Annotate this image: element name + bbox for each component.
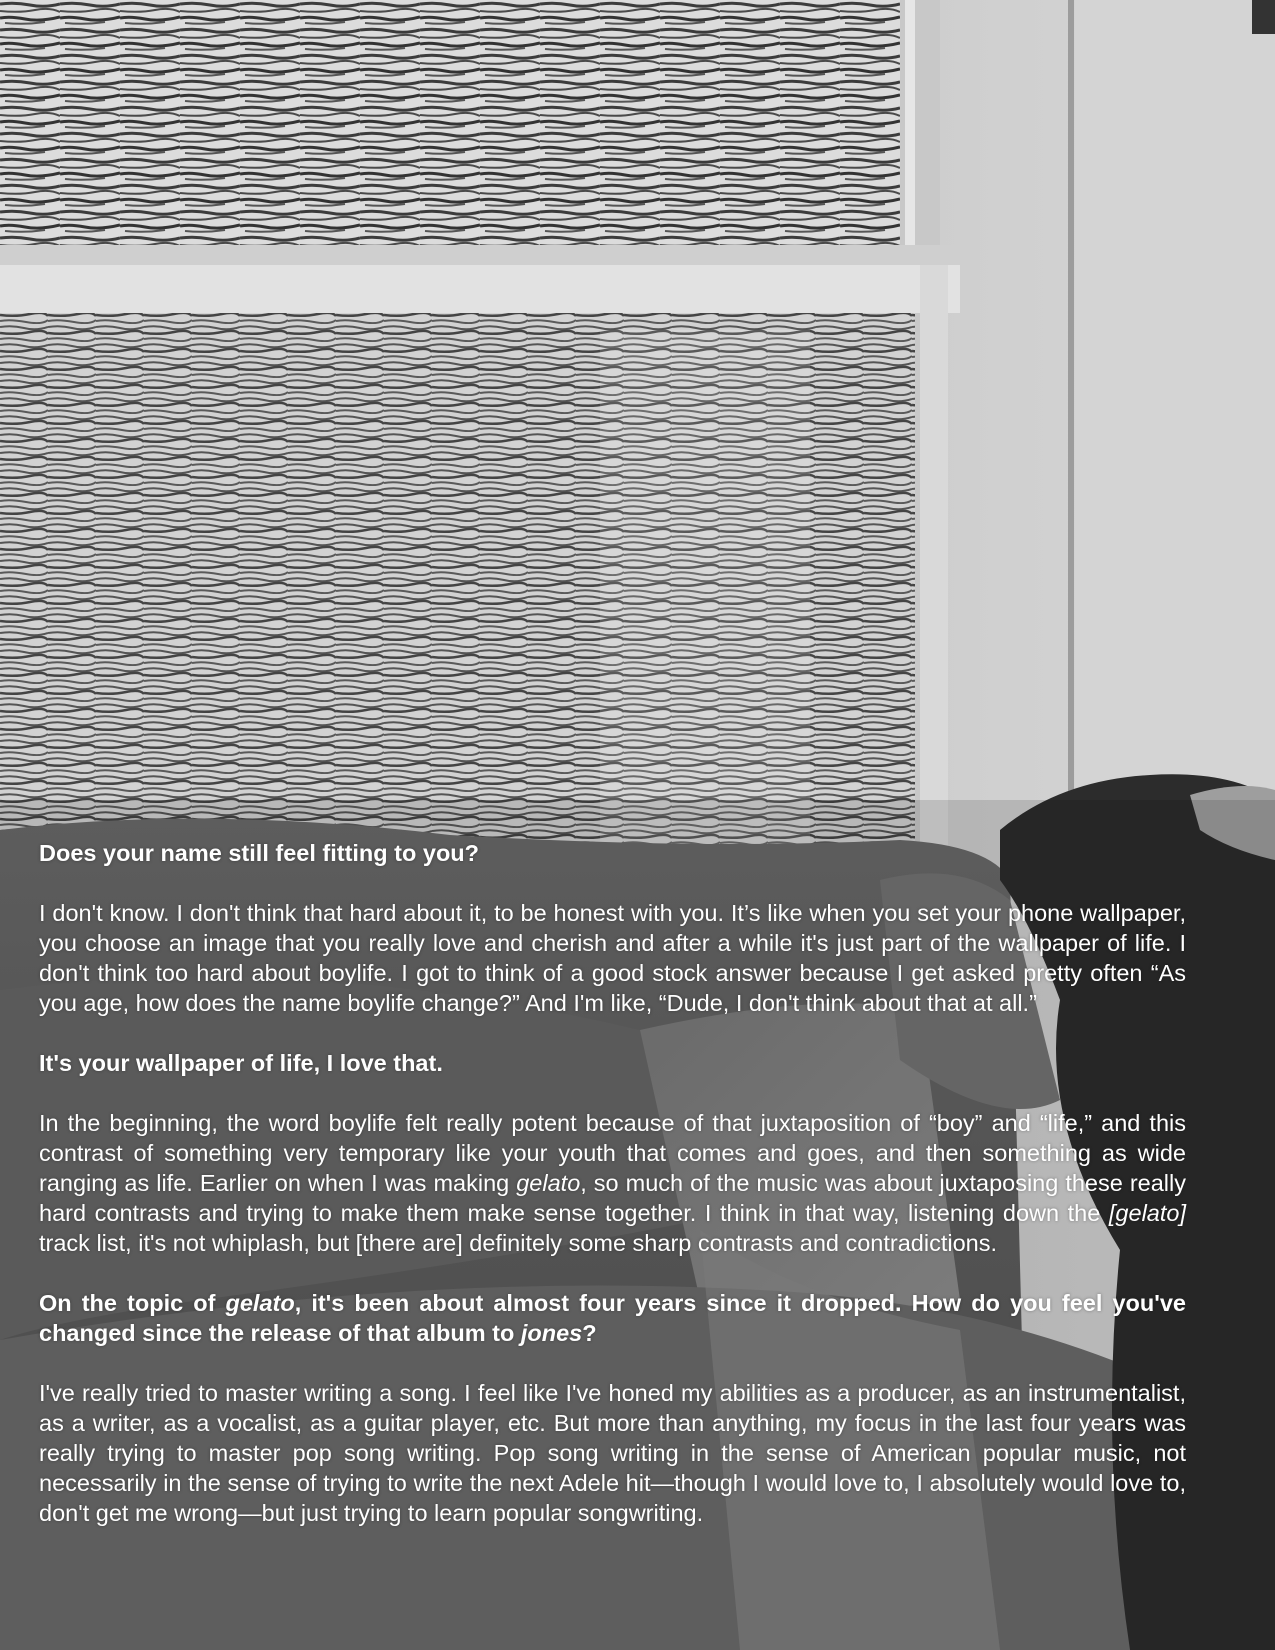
interview-answer <box>39 1108 1186 1258</box>
interview-text <box>39 838 1186 1558</box>
interview-answer <box>39 898 1186 1018</box>
text-segment: track list, it's not whiplash, but [there are] definitely some sharp contrasts and contradictions. <box>39 1230 998 1256</box>
text-segment: Does your name still feel fitting to you? <box>39 840 480 866</box>
interview-question <box>39 838 1186 868</box>
interview-answer <box>39 1378 1186 1528</box>
text-segment: On the topic of <box>39 1290 226 1316</box>
text-segment: I don't know. I don't think that hard about it, to be honest with you. It’s like when you set your phone wallpaper, you choose an image that you really love and cherish and after a while it's just part of the wallpaper of life. I don't think too hard about boylife. I got to think of a good stock answer because I get asked pretty often “As you age, how does the name boylife change?” And I'm like, “Dude, I don't think about that at all.” <box>39 900 1186 1016</box>
italic-title: jones <box>520 1320 583 1346</box>
text-segment: I've really tried to master writing a song. I feel like I've honed my abilities as a producer, as an instrumentalist, as a writer, as a vocalist, as a guitar player, etc. But more than anything, my focus in the last four years was really trying to master pop song writing. Pop song writing in the sense of American popular music, not necessarily in the sense of trying to write the next Adele hit—though I would love to, I absolutely would love to, don't get me wrong—but just trying to learn popular songwriting. <box>39 1380 1186 1526</box>
interview-question <box>39 1048 1186 1078</box>
text-segment: In the beginning, the word boylife felt really potent because of that juxtaposition of “boy” and “life,” and this contrast of something very temporary like your youth that comes and goes, and then something as wide ranging as life. Earlier on when I was making <box>39 1110 1186 1196</box>
text-segment: , so much of the music was about juxtaposing these really hard contrasts and trying to make them make sense together. I think in that way, listening down the <box>39 1170 1186 1226</box>
italic-title: gelato <box>516 1170 581 1196</box>
italic-title: gelato <box>225 1290 295 1316</box>
italic-title: [gelato] <box>1108 1200 1186 1226</box>
text-segment: , it's been about almost four years since it dropped. How do you feel you've changed since the release of that album to <box>39 1290 1186 1346</box>
interview-question <box>39 1288 1186 1348</box>
text-segment: It's your wallpaper of life, I love that. <box>39 1050 443 1076</box>
text-segment: ? <box>582 1320 597 1346</box>
